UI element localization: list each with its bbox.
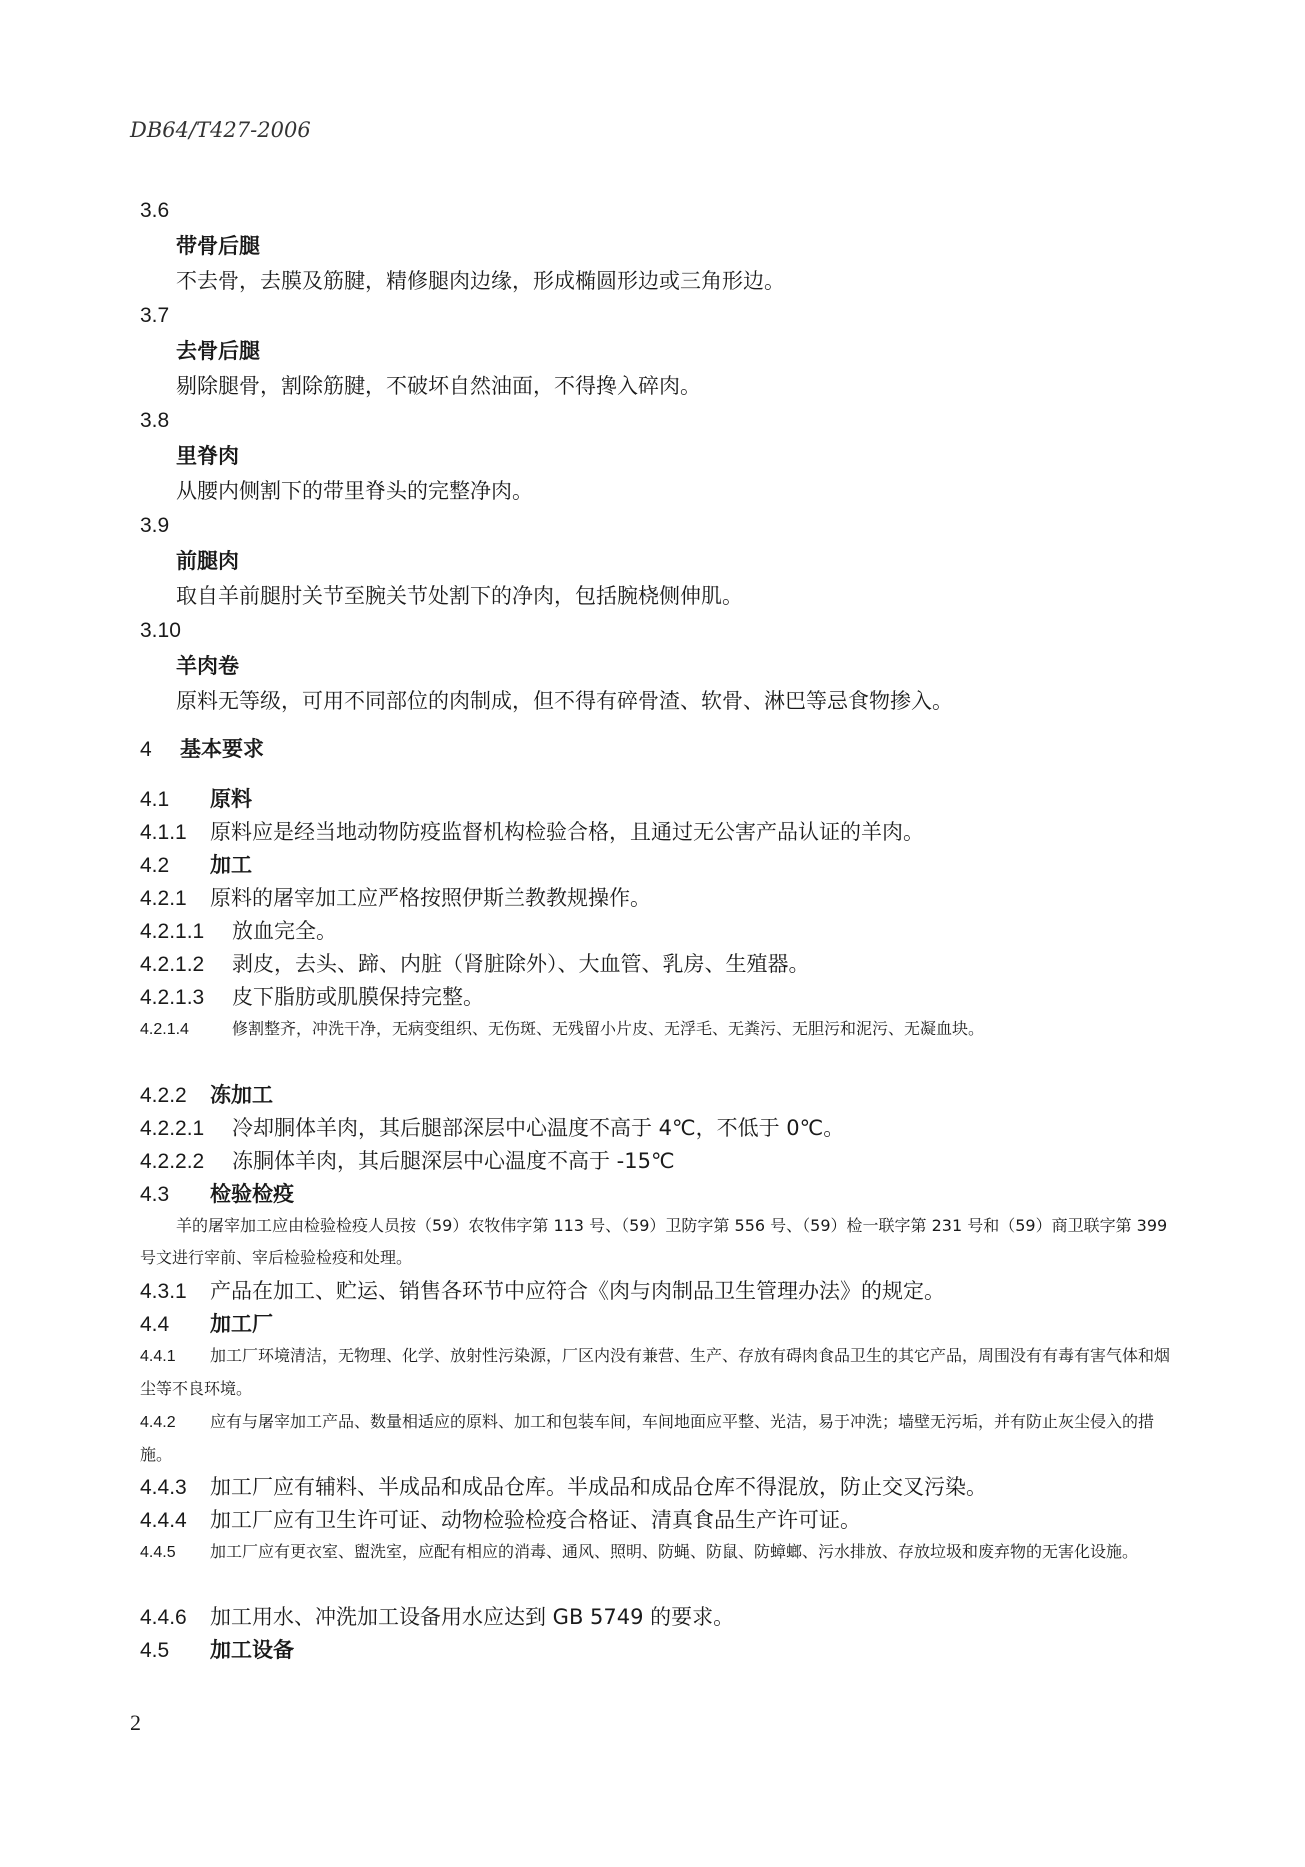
section-title: 基本要求	[180, 737, 264, 761]
term-number: 3.9	[140, 514, 170, 537]
clause	[140, 883, 1170, 914]
section-heading	[140, 734, 264, 765]
clause	[140, 949, 1170, 980]
clause	[140, 1505, 1170, 1536]
clause-4-2-1-4	[140, 1013, 1175, 1046]
clause-title: 原料	[210, 787, 252, 811]
clause-text: 皮下脂肪或肌膜保持完整。	[232, 985, 484, 1009]
clause	[140, 1472, 1170, 1503]
clause-number: 4.4.4	[140, 1509, 187, 1532]
clause-number: 4.2.2.1	[140, 1117, 205, 1140]
clause	[140, 817, 1170, 848]
clause-text: 加工用水、冲洗加工设备用水应达到 GB 5749 的要求。	[210, 1605, 735, 1629]
term-number: 3.6	[140, 199, 170, 222]
section-number: 4	[140, 738, 152, 761]
clause-4-4-5	[140, 1536, 1175, 1569]
clause-title: 检验检疫	[210, 1182, 294, 1206]
term-name: 里脊肉	[176, 444, 239, 468]
clause-title: 冻加工	[210, 1083, 273, 1107]
clause-4-3-paragraph: 羊的屠宰加工应由检验检疫人员按（59）农牧伟字第 113 号、（59）卫防字第 556 号、（59）检一联字第 231 号和（59）商卫联字第 399 号文进行宰前、宰后检验检疫和处理。	[140, 1216, 1168, 1267]
clause	[140, 1602, 1170, 1633]
term-definition: 从腰内侧割下的带里脊头的完整净肉。	[176, 479, 533, 503]
clause-number: 4.2.1.4	[140, 1021, 189, 1038]
clause-heading	[140, 1635, 1170, 1666]
clause-text: 剥皮，去头、蹄、内脏（肾脏除外）、大血管、乳房、生殖器。	[232, 952, 810, 976]
clause-number: 4.2.1.2	[140, 953, 205, 976]
term-definition: 不去骨，去膜及筋腱，精修腿肉边缘，形成椭圆形边或三角形边。	[176, 269, 785, 293]
clause	[140, 1276, 1170, 1307]
clause-4-4-2	[140, 1406, 1175, 1471]
clause-number: 4.4.2	[140, 1414, 176, 1431]
clause-number: 4.4	[140, 1313, 170, 1336]
term-name: 羊肉卷	[176, 654, 239, 678]
clause-number: 4.4.6	[140, 1606, 187, 1629]
term-number: 3.10	[140, 619, 181, 642]
term-definition: 原料无等级，可用不同部位的肉制成，但不得有碎骨渣、软骨、淋巴等忌食物掺入。	[176, 689, 953, 713]
clause	[140, 1113, 1170, 1144]
clause-title: 加工	[210, 853, 252, 877]
clause-number: 4.2.1	[140, 887, 187, 910]
clause-heading	[140, 1309, 1170, 1340]
clause-heading	[140, 1179, 1170, 1210]
term-definition: 取自羊前腿肘关节至腕关节处割下的净肉，包括腕桡侧伸肌。	[176, 584, 743, 608]
page-number: 2	[130, 1710, 141, 1735]
clause-number: 4.4.5	[140, 1544, 176, 1561]
clause-text: 原料的屠宰加工应严格按照伊斯兰教教规操作。	[210, 886, 651, 910]
term-name: 去骨后腿	[176, 339, 260, 363]
term-definition: 剔除腿骨，割除筋腱，不破坏自然油面，不得搀入碎肉。	[176, 374, 701, 398]
clause-number: 4.2.2	[140, 1084, 187, 1107]
clause-text: 冷却胴体羊肉，其后腿部深层中心温度不高于 4℃，不低于 0℃。	[232, 1116, 845, 1140]
clause-number: 4.3.1	[140, 1280, 187, 1303]
clause-number: 4.2.1.1	[140, 920, 205, 943]
term-number: 3.8	[140, 409, 170, 432]
clause-text: 加工厂环境清洁，无物理、化学、放射性污染源，厂区内没有兼营、生产、存放有碍肉食品卫生的其它产品，周围没有有毒有害气体和烟尘等不良环境。	[140, 1346, 1171, 1398]
term-number: 3.7	[140, 304, 170, 327]
clause-number: 4.5	[140, 1639, 170, 1662]
clause-text: 加工厂应有卫生许可证、动物检验检疫合格证、清真食品生产许可证。	[210, 1508, 861, 1532]
clause-text: 应有与屠宰加工产品、数量相适应的原料、加工和包装车间，车间地面应平整、光洁，易于冲洗；墙壁无污垢，并有防止灰尘侵入的措施。	[140, 1412, 1155, 1464]
clause-number: 4.4.1	[140, 1348, 176, 1365]
clause-number: 4.3	[140, 1183, 170, 1206]
clause	[140, 916, 1170, 947]
clause-number: 4.2	[140, 854, 170, 877]
clause-text: 修割整齐，冲洗干净，无病变组织、无伤斑、无残留小片皮、无浮毛、无粪污、无胆污和泥污、无凝血块。	[232, 1019, 985, 1038]
clause-text: 放血完全。	[232, 919, 337, 943]
clause-title: 加工设备	[210, 1638, 294, 1662]
term-name: 前腿肉	[176, 549, 239, 573]
clause	[140, 1146, 1170, 1177]
clause-text: 产品在加工、贮运、销售各环节中应符合《肉与肉制品卫生管理办法》的规定。	[210, 1279, 945, 1303]
clause-number: 4.2.2.2	[140, 1150, 205, 1173]
clause-text: 加工厂应有辅料、半成品和成品仓库。半成品和成品仓库不得混放，防止交叉污染。	[210, 1475, 987, 1499]
clause-text: 冻胴体羊肉，其后腿深层中心温度不高于 -15℃	[232, 1149, 675, 1173]
clause-heading	[140, 850, 1170, 881]
clause	[140, 982, 1170, 1013]
clause-number: 4.2.1.3	[140, 986, 205, 1009]
clause-number: 4.4.3	[140, 1476, 187, 1499]
clause-number: 4.1.1	[140, 821, 187, 844]
clause-text: 原料应是经当地动物防疫监督机构检验合格，且通过无公害产品认证的羊肉。	[210, 820, 924, 844]
clause-heading	[140, 784, 1170, 815]
term-name: 带骨后腿	[176, 234, 260, 258]
clause-text: 加工厂应有更衣室、盥洗室，应配有相应的消毒、通风、照明、防蝇、防鼠、防蟑螂、污水排放、存放垃圾和废弃物的无害化设施。	[210, 1542, 1139, 1561]
clause-title: 加工厂	[210, 1312, 273, 1336]
clause-4-4-1	[140, 1340, 1175, 1405]
document-code-header: DB64/T427-2006	[130, 118, 311, 142]
clause-number: 4.1	[140, 788, 170, 811]
clause-heading	[140, 1080, 1170, 1111]
